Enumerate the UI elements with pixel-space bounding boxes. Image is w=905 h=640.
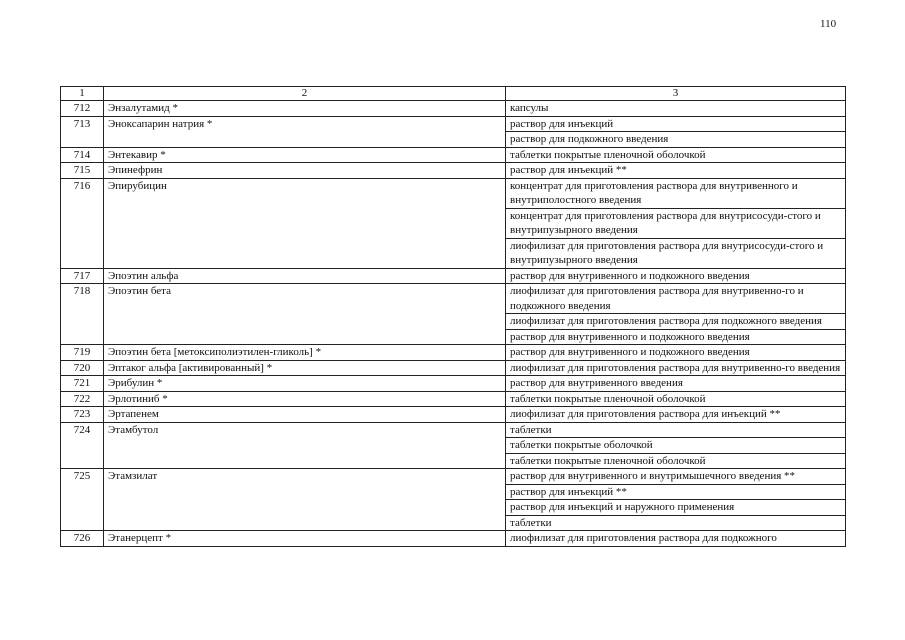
dosage-form-item: раствор для внутривенного и подкожного введения: [506, 329, 845, 345]
row-number: 722: [61, 391, 104, 407]
dosage-form-item: раствор для инъекций **: [506, 484, 845, 500]
header-col-2: 2: [104, 87, 506, 101]
table-row: [61, 531, 846, 547]
table-row: [61, 116, 846, 147]
dosage-forms: [506, 422, 846, 469]
drug-name: Эптаког альфа [активированный] *: [104, 360, 506, 376]
drug-name: Этамбутол: [104, 422, 506, 469]
table-row: [61, 101, 846, 117]
drug-name: Энзалутамид *: [104, 101, 506, 117]
dosage-form-item: лиофилизат для приготовления раствора для внутрисосуди-стого и внутрипузырного введения: [506, 238, 845, 268]
dosage-forms: [506, 147, 846, 163]
dosage-form-item: лиофилизат для приготовления раствора для подкожного введения: [506, 313, 845, 329]
row-number: 721: [61, 376, 104, 392]
dosage-form-item: концентрат для приготовления раствора для внутрисосуди-стого и внутрипузырного введения: [506, 208, 845, 238]
dosage-forms: [506, 407, 846, 423]
dosage-form-item: раствор для подкожного введения: [506, 131, 845, 147]
row-number: 712: [61, 101, 104, 117]
drug-name: Этанерцепт *: [104, 531, 506, 547]
table-row: [61, 391, 846, 407]
table-row: [61, 147, 846, 163]
dosage-form-item: раствор для инъекций: [510, 117, 614, 130]
dosage-forms: [506, 116, 846, 147]
dosage-form-item: раствор для инъекций и наружного применения: [506, 499, 845, 515]
table-row: [61, 268, 846, 284]
row-number: 724: [61, 422, 104, 469]
dosage-form-item: лиофилизат для приготовления раствора для подкожного: [510, 532, 777, 544]
dosage-form-item: таблетки: [506, 515, 845, 531]
header-col-3: 3: [506, 87, 846, 101]
dosage-forms: [506, 531, 846, 547]
table-row: [61, 407, 846, 423]
table-row: [61, 163, 846, 179]
drug-name: Эрлотиниб *: [104, 391, 506, 407]
dosage-form-item: раствор для внутривенного и подкожного введения: [510, 346, 750, 358]
dosage-forms: [506, 284, 846, 345]
drug-name: Эноксапарин натрия *: [104, 116, 506, 147]
dosage-form-item: лиофилизат для приготовления раствора для внутривенно-го введения: [510, 361, 841, 374]
row-number: 714: [61, 147, 104, 163]
dosage-forms: [506, 469, 846, 531]
drug-name: Энтекавир *: [104, 147, 506, 163]
dosage-forms: [506, 360, 846, 376]
dosage-forms: [506, 163, 846, 179]
dosage-form-item: раствор для внутривенного введения: [510, 377, 683, 389]
row-number: 720: [61, 360, 104, 376]
dosage-forms: [506, 178, 846, 268]
dosage-form-item: таблетки: [510, 423, 552, 436]
drug-name: Эпирубицин: [104, 178, 506, 268]
table-row: [61, 422, 846, 469]
row-number: 715: [61, 163, 104, 179]
table-header-row: [61, 87, 846, 101]
dosage-form-item: капсулы: [510, 102, 549, 114]
row-number: 718: [61, 284, 104, 345]
table-row: [61, 469, 846, 531]
header-col-1: 1: [61, 87, 104, 101]
drug-name: Эрибулин *: [104, 376, 506, 392]
dosage-forms: [506, 376, 846, 392]
page-number: 110: [820, 18, 837, 30]
row-number: 719: [61, 345, 104, 361]
drug-name: Эпинефрин: [104, 163, 506, 179]
row-number: 726: [61, 531, 104, 547]
dosage-forms: [506, 345, 846, 361]
drug-name: Эпоэтин бета: [104, 284, 506, 345]
dosage-form-item: раствор для внутривенного и подкожного введения: [510, 269, 750, 282]
drug-name: Эпоэтин альфа: [104, 268, 506, 284]
dosage-form-item: лиофилизат для приготовления раствора для инъекций **: [510, 408, 781, 420]
dosage-forms: [506, 391, 846, 407]
dosage-forms: [506, 268, 846, 284]
dosage-form-item: раствор для внутривенного и внутримышечного введения **: [510, 470, 796, 482]
row-number: 725: [61, 469, 104, 531]
table-row: [61, 178, 846, 268]
drug-name: Этамзилат: [104, 469, 506, 531]
dosage-form-item: таблетки покрытые пленочной оболочкой: [510, 148, 706, 161]
row-number: 713: [61, 116, 104, 147]
table-row: [61, 284, 846, 345]
dosage-form-item: таблетки покрытые оболочкой: [506, 437, 845, 453]
drug-table: [60, 86, 846, 547]
table-row: [61, 360, 846, 376]
drug-name: Эртапенем: [104, 407, 506, 423]
table-row: [61, 376, 846, 392]
row-number: 716: [61, 178, 104, 268]
dosage-form-item: лиофилизат для приготовления раствора для внутривенно-го и подкожного введения: [510, 285, 804, 312]
table-row: [61, 345, 846, 361]
dosage-form-item: концентрат для приготовления раствора для внутривенного и внутриполостного введения: [510, 179, 798, 206]
row-number: 723: [61, 407, 104, 423]
dosage-form-item: таблетки покрытые пленочной оболочкой: [506, 453, 845, 469]
dosage-form-item: таблетки покрытые пленочной оболочкой: [510, 392, 706, 405]
dosage-forms: [506, 101, 846, 117]
dosage-form-item: раствор для инъекций **: [510, 164, 627, 176]
drug-name: Эпоэтин бета [метоксиполиэтилен-гликоль] *: [104, 345, 506, 361]
row-number: 717: [61, 268, 104, 284]
